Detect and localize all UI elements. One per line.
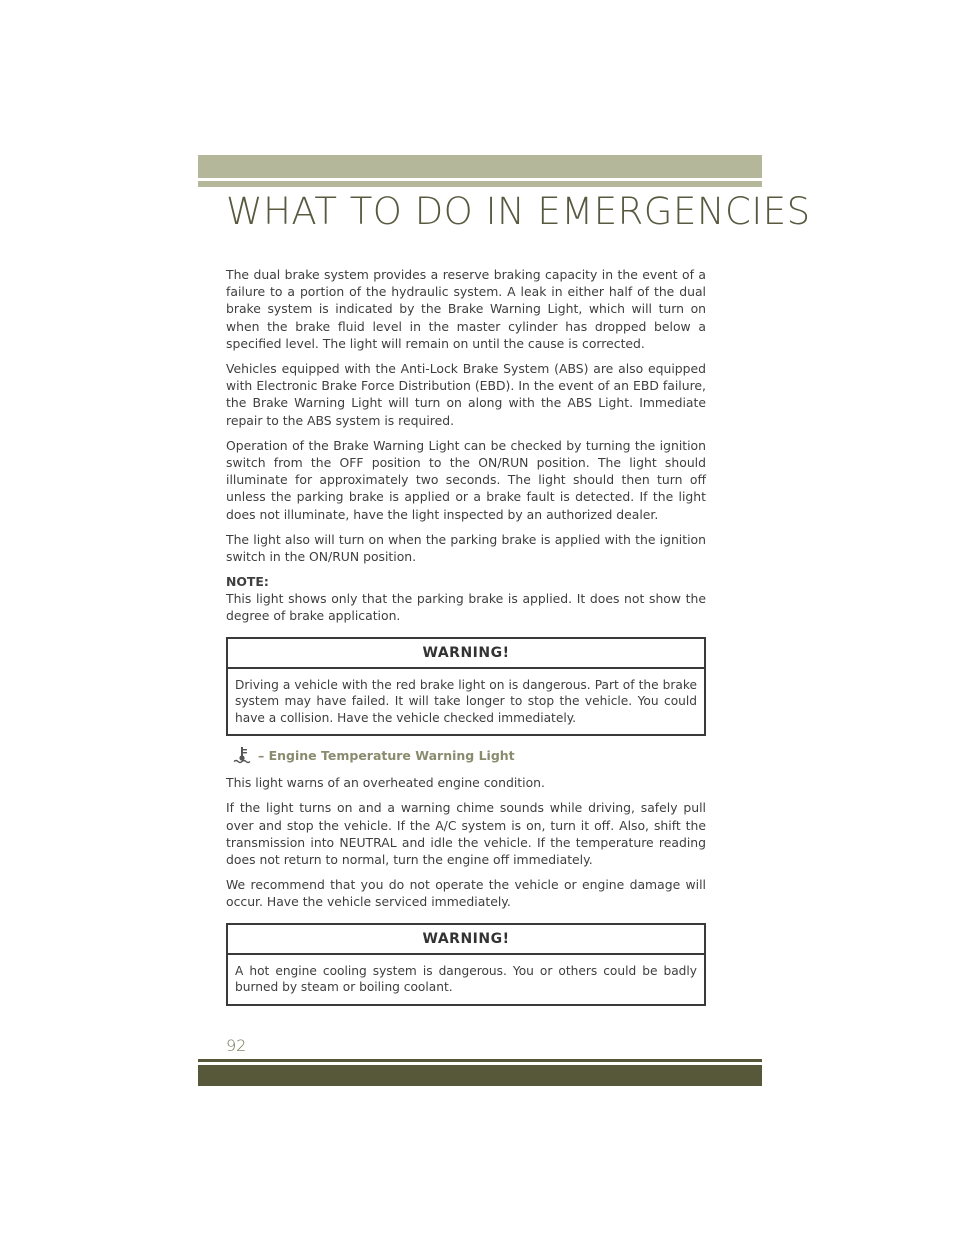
note-label: NOTE: [226, 574, 269, 590]
warning-text: Driving a vehicle with the red brake light on is dangerous. Part of the brake system may have failed. It will take longer to stop the vehicle. You could have a collision. Have the vehicle checked immediately. [235, 677, 697, 725]
page-number: 92 [226, 1036, 247, 1055]
section-title: WHAT TO DO IN EMERGENCIES [226, 190, 811, 233]
warning-box-brake [226, 637, 706, 737]
paragraph-recommend: We recommend that you do not operate the vehicle or engine damage will occur. Have the vehicle serviced immediately. [226, 877, 706, 910]
paragraph-brake-light-check: Operation of the Brake Warning Light can be checked by turning the ignition switch from the OFF position to the ON/RUN position. The light should illuminate for approximately two seconds. The light should then turn off unless the parking brake is applied or a brake fault is detected. If the light does not illuminate, have the light inspected by an authorized dealer. [226, 437, 706, 522]
engine-temp-subheading [226, 746, 706, 764]
paragraph-overheat: This light warns of an overheated engine condition. [226, 775, 545, 791]
warning-text: A hot engine cooling system is dangerous. You or others could be badly burned by steam or boiling coolant. [235, 963, 697, 995]
paragraph-overheat-action: If the light turns on and a warning chime sounds while driving, safely pull over and stop the vehicle. If the A/C system is on, turn it off. Also, shift the transmission into NEUTRAL and idle the vehicle. If the temperature reading does not return to normal, turn the engine off immediately. [226, 800, 706, 867]
warning-heading: WARNING! [228, 925, 704, 955]
paragraph-parking-brake: The light also will turn on when the parking brake is applied with the ignition switch in the ON/RUN position. [226, 531, 706, 565]
warning-heading: WARNING! [228, 639, 704, 669]
header-band [198, 155, 762, 178]
engine-temp-subheading-text: – Engine Temperature Warning Light [258, 747, 515, 763]
warning-box-coolant [226, 923, 706, 1006]
paragraph-dual-brake: The dual brake system provides a reserve braking capacity in the event of a failure to a portion of the hydraulic system. A leak in either half of the dual brake system is indicated by the Brake Warning Light, which will turn on when the brake fluid level in the master cylinder has dropped below a specified level. The light will remain on until the cause is corrected. [226, 267, 706, 351]
engine-temperature-icon [232, 746, 252, 764]
paragraph-ebd: Vehicles equipped with the Anti-Lock Brake System (ABS) are also equipped with Electronic Brake Force Distribution (EBD). In the event of an EBD failure, the Brake Warning Light will turn on along with the ABS Light. Immediate repair to the ABS system is required. [226, 361, 706, 428]
footer-band [198, 1065, 762, 1086]
header-band-rule [198, 181, 762, 187]
page-content [226, 266, 706, 1016]
footer-rule [198, 1059, 762, 1062]
note-text: This light shows only that the parking brake is applied. It does not show the degree of brake application. [226, 591, 706, 624]
